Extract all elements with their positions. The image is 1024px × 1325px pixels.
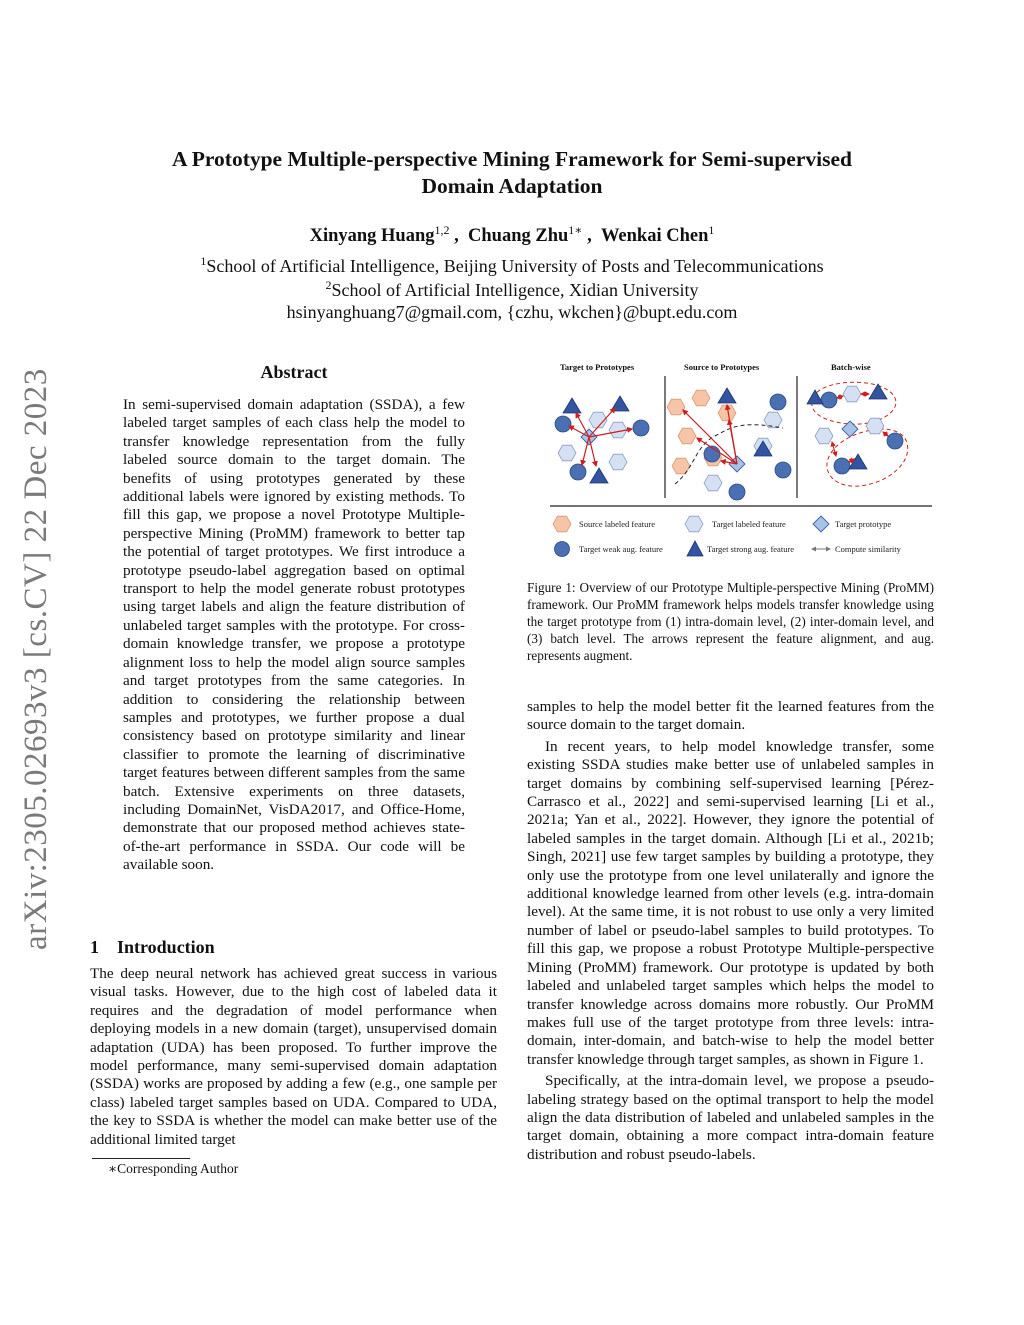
title-line-2: Domain Adaptation <box>421 174 603 198</box>
affiliation-2 <box>100 278 924 301</box>
introduction-heading <box>90 937 215 958</box>
author-1-sup: 1,2 <box>434 223 450 237</box>
right-column-body <box>527 698 934 1164</box>
introduction-body <box>90 965 497 1149</box>
legend-target-labeled-hexagon <box>685 516 703 532</box>
abstract-body <box>123 396 465 875</box>
figure-legend <box>553 516 902 557</box>
legend-target-prototype-diamond <box>813 516 829 532</box>
panel-title-target-to-prototypes: Target to Prototypes <box>560 362 635 372</box>
author-2-sup: 1∗ <box>568 223 583 237</box>
affiliation-1-text: School of Artificial Intelligence, Beijing University of Posts and Telecommunications <box>206 256 824 276</box>
affiliation-1 <box>100 254 924 277</box>
legend-strong-label: Target strong aug. feature <box>707 544 795 554</box>
affiliation-2-text: School of Artificial Intelligence, Xidian University <box>331 280 699 300</box>
right-paragraph-2: In recent years, to help model knowledge transfer, some existing SSDA studies make better use of unlabeled samples in target domains by combining self-supervised learning [Pérez-Carrasco et al., 2022] and semi-supervised learning [Li et al., 2021a; Yan et al., 2022]. However, they ignore the potential of labeled samples in the target domain. Although [Li et al., 2021b; Singh, 2021] use few target samples by building a prototype, they only use the prototype from one level unilaterally and ignore the additional knowledge learned from other levels (e.g. intra-domain level). At the same time, it is not robust to use only a very limited number of label or pseudo-label samples to build prototypes. To fill this gap, we propose a robust Prototype Multiple-perspective Mining (ProMM) framework. Our prototype is updated by both labeled and unlabeled target samples which helps the model to transfer knowledge across domains more robustly. Our ProMM makes full use of the target prototype from three levels: intra-domain, inter-domain, and batch-wise to help the model better transfer knowledge through target samples, as shown in Figure 1. <box>527 737 934 1068</box>
arxiv-sidebar <box>16 350 56 950</box>
abstract-heading: Abstract <box>260 362 328 382</box>
figure-1 <box>545 358 937 570</box>
author-2: Chuang Zhu <box>468 226 569 247</box>
panel-title-batch-wise: Batch-wise <box>831 362 871 372</box>
legend-target-labeled-label: Target labeled feature <box>712 519 786 529</box>
abstract-text: In semi-supervised domain adaptation (SSDA), a few labeled target samples of each class help the model to transfer knowledge representation from the fully labeled source domain to the target domain. The benefits of using prototypes generated by these additional labels were ignored by existing methods. To fill this gap, we propose a novel Prototype Multiple-perspective Mining (ProMM) framework to better tap the potential of target prototypes. We first introduce a prototype pseudo-label aggregation based on optimal transport to help the model generate robust prototypes using target labels and align the feature distribution of unlabeled target samples with the prototype. For cross-domain knowledge transfer, we propose a prototype alignment loss to help the model align source samples and target prototypes from the same categories. In addition to considering the relationship between samples and prototypes, we further propose a dual consistency based on prototype similarity and linear classifier to promote the learning of discriminative target features between different samples from the same batch. Extensive experiments on three datasets, including DomainNet, VisDA2017, and Office-Home, demonstrate that our proposed method achieves state-of-the-art performance in SSDA. Our code will be available soon. <box>123 396 465 874</box>
legend-source-label: Source labeled feature <box>579 519 655 529</box>
footnote-rule <box>92 1158 190 1159</box>
legend-weak-circle <box>555 542 570 557</box>
affiliation-2-sup: 2 <box>325 278 332 292</box>
introduction-paragraph: The deep neural network has achieved great success in various visual tasks. However, due to the high cost of labeled data it requires and the degradation of model performance when deploying models in a new domain (target), unsupervised domain adaptation (UDA) has been proposed. To further improve the model performance, many semi-supervised domain adaptation (SSDA) works are proposed by adding a few (e.g., one sample per class) labeled target samples based on UDA. Compared to UDA, the key to SSDA is whether the model can make better use of the additional limited target <box>90 965 497 1148</box>
introduction-title: Introduction <box>117 937 215 957</box>
legend-source-hexagon <box>553 516 571 532</box>
author-list: Xinyang Huang$^{1,2}$ , Chuang Zhu$^{1∗}$ , Wenkai Chen$^1$ <box>309 223 715 247</box>
legend-similarity-label: Compute similarity <box>835 544 901 554</box>
author-3-sup: 1 <box>708 223 715 237</box>
figure-1-caption: Figure 1: Overview of our Prototype Multiple-perspective Mining (ProMM) framework. Our ProMM framework helps models transfer knowledge using the target prototype from (1) intra-domain level, (2) inter-domain level, and (3) batch level. The arrows represent the feature alignment, and aug. represents augment. <box>527 580 934 663</box>
title-line-1: A Prototype Multiple-perspective Mining Framework for Semi-supervised <box>172 147 852 171</box>
right-paragraph-3: Specifically, at the intra-domain level, we propose a pseudo-labeling strategy based on the optimal transport to help the model align the data distribution of labeled and unlabeled samples in the target domain, obtaining a more compact intra-domain feature distribution and robust pseudo-labels. <box>527 1072 934 1163</box>
paper-title <box>100 146 924 200</box>
panel-title-source-to-prototypes: Source to Prototypes <box>684 362 760 372</box>
legend-strong-triangle <box>687 541 703 556</box>
footnote: ∗Corresponding Author <box>108 1161 239 1176</box>
arxiv-identifier: arXiv:2305.02693v3 [cs.CV] 22 Dec 2023 <box>18 368 54 950</box>
panel-2-diagram <box>667 388 791 500</box>
affiliation-1-sup: 1 <box>200 254 207 268</box>
author-emails: hsinyanghuang7@gmail.com, {czhu, wkchen}@bupt.edu.com <box>286 302 738 322</box>
introduction-number: 1 <box>90 937 99 957</box>
right-paragraph-1: samples to help the model better fit the learned features from the source domain to the target domain. <box>527 698 934 734</box>
author-3: Wenkai Chen <box>600 226 709 247</box>
author-1: Xinyang Huang <box>309 226 435 247</box>
legend-target-prototype-label: Target prototype <box>835 519 892 529</box>
legend-weak-label: Target weak aug. feature <box>579 544 663 554</box>
panel-1-diagram <box>555 396 649 483</box>
panel-3-diagram <box>807 382 908 486</box>
